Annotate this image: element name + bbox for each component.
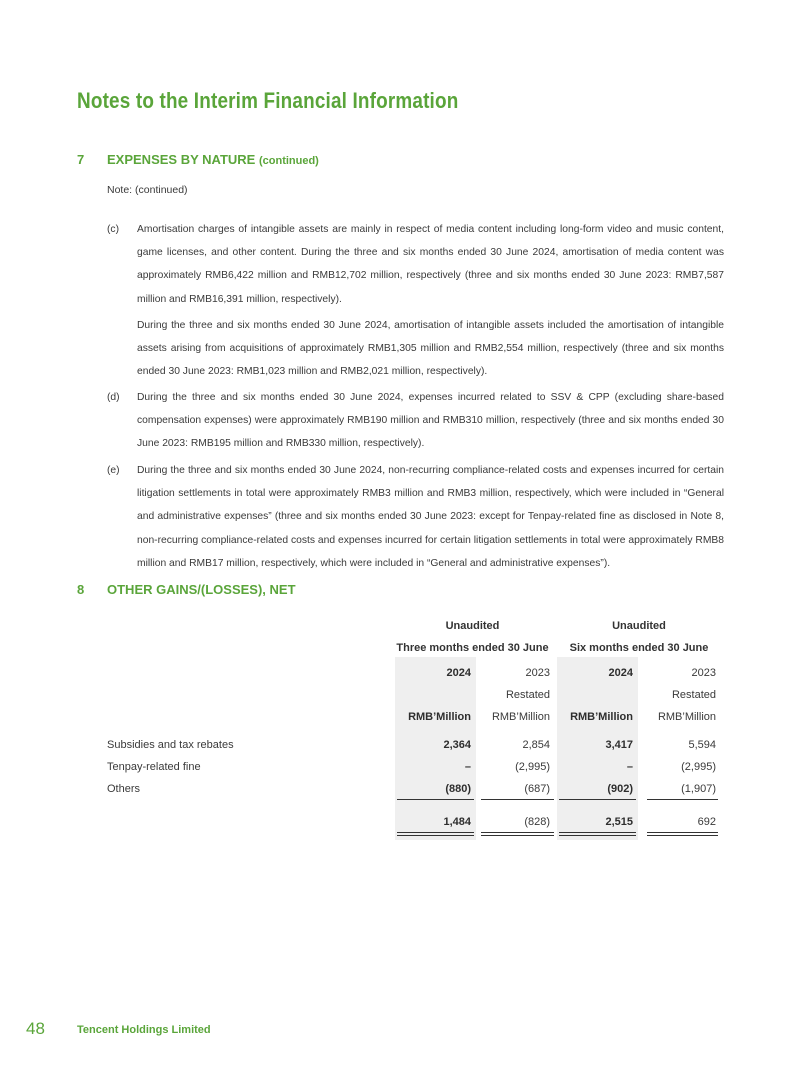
total-double-rule [481, 835, 554, 836]
item-marker-e: (e) [107, 465, 120, 476]
group-period-six-months: Six months ended 30 June [569, 642, 709, 654]
continued-label: (continued) [258, 155, 319, 167]
total-cell: 1,484 [443, 816, 471, 828]
section-number: 8 [77, 582, 85, 597]
total-double-rule [397, 832, 474, 833]
paragraph-c-1: Amortisation charges of intangible assets are mainly in respect of media content including long-form video and music content, game licenses, and other content. During the three and six months ended 30 June 2024, amortisation of media content was approximately RMB6,422 million and RMB12,702 million, respectively (three and six months ended 30 June 2023: RMB7,587 million and RMB16,391 million, respectively). [137, 224, 724, 305]
table-cell: (687) [524, 783, 550, 795]
section-number: 7 [77, 152, 85, 167]
total-cell: 692 [697, 816, 716, 828]
row-label: Subsidies and tax rebates [107, 739, 234, 751]
row-label: Others [107, 783, 141, 795]
year-header: 2023 [691, 667, 716, 679]
year-header: 2024 [608, 667, 633, 679]
unit-header: RMB’Million [570, 711, 633, 723]
subtotal-rule [481, 799, 554, 800]
table-cell: 5,594 [688, 739, 716, 751]
note-label: Note: (continued) [107, 184, 188, 196]
page-number: 48 [26, 1019, 45, 1038]
company-name: Tencent Holdings Limited [77, 1024, 211, 1036]
table-cell: (1,907) [681, 783, 716, 795]
table-cell: 3,417 [605, 739, 633, 751]
total-double-rule [397, 835, 474, 836]
total-double-rule [481, 832, 554, 833]
subtotal-rule [559, 799, 636, 800]
total-double-rule [559, 832, 636, 833]
paragraph-e: During the three and six months ended 30 June 2024, non-recurring compliance-related costs and expenses incurred for certain litigation settlements in total were approximately RMB3 million and RMB3 million, respectively, which were included in “General and administrative expenses” (three and six months ended 30 June 2023: except for Tenpay-related fine as disclosed in Note 8, non-recurring compliance-related costs and expenses incurred for certain litigation settlements in total were approximately RMB8 million and RMB17 million, respectively, which were included in “General and administrative expenses”). [137, 465, 724, 569]
subtotal-rule [397, 799, 474, 800]
total-cell: 2,515 [605, 816, 633, 828]
year-header: 2023 [525, 667, 550, 679]
group-status-three-months: Unaudited [445, 620, 500, 632]
total-double-rule [647, 835, 718, 836]
table-cell: (2,995) [515, 761, 550, 773]
unit-header: RMB’Million [408, 711, 471, 723]
item-marker-c: (c) [107, 224, 120, 235]
section-7-heading [77, 152, 319, 167]
page-title: Notes to the Interim Financial Information [77, 88, 459, 113]
group-status-six-months: Unaudited [612, 620, 666, 632]
table-cell: – [464, 761, 471, 773]
paragraph-c-2: During the three and six months ended 30 June 2024, amortisation of intangible assets included the amortisation of intangible assets arising from acquisitions of approximately RMB1,305 million and RMB2,554 million, respectively (three and six months ended 30 June 2023: RMB1,023 million and RMB2,021 million, respectively). [137, 320, 724, 378]
section-8-heading [77, 582, 296, 597]
table-cell: 2,364 [443, 739, 471, 751]
unit-header: RMB’Million [491, 711, 550, 723]
table-cell: – [626, 761, 633, 773]
total-cell: (828) [524, 816, 550, 828]
row-label: Tenpay-related fine [107, 761, 201, 773]
table-cell: (902) [607, 783, 633, 795]
restated-label: Restated [505, 689, 550, 701]
table-cell: (880) [445, 783, 471, 795]
restated-label: Restated [671, 689, 716, 701]
section-title: OTHER GAINS/(LOSSES), NET [107, 582, 296, 597]
year-header: 2024 [446, 667, 471, 679]
paragraph-d: During the three and six months ended 30 June 2024, expenses incurred related to SSV & CPP (excluding share-based compensation expenses) were approximately RMB190 million and RMB310 million, respectively (three and six months ended 30 June 2023: RMB195 million and RMB330 million, respectively). [137, 392, 724, 450]
item-marker-d: (d) [107, 392, 120, 403]
table-cell: (2,995) [681, 761, 716, 773]
total-double-rule [647, 832, 718, 833]
section-title: EXPENSES BY NATURE [107, 152, 256, 167]
table-cell: 2,854 [522, 739, 550, 751]
total-double-rule [559, 835, 636, 836]
group-period-three-months: Three months ended 30 June [396, 642, 549, 654]
subtotal-rule [647, 799, 718, 800]
unit-header: RMB’Million [657, 711, 716, 723]
